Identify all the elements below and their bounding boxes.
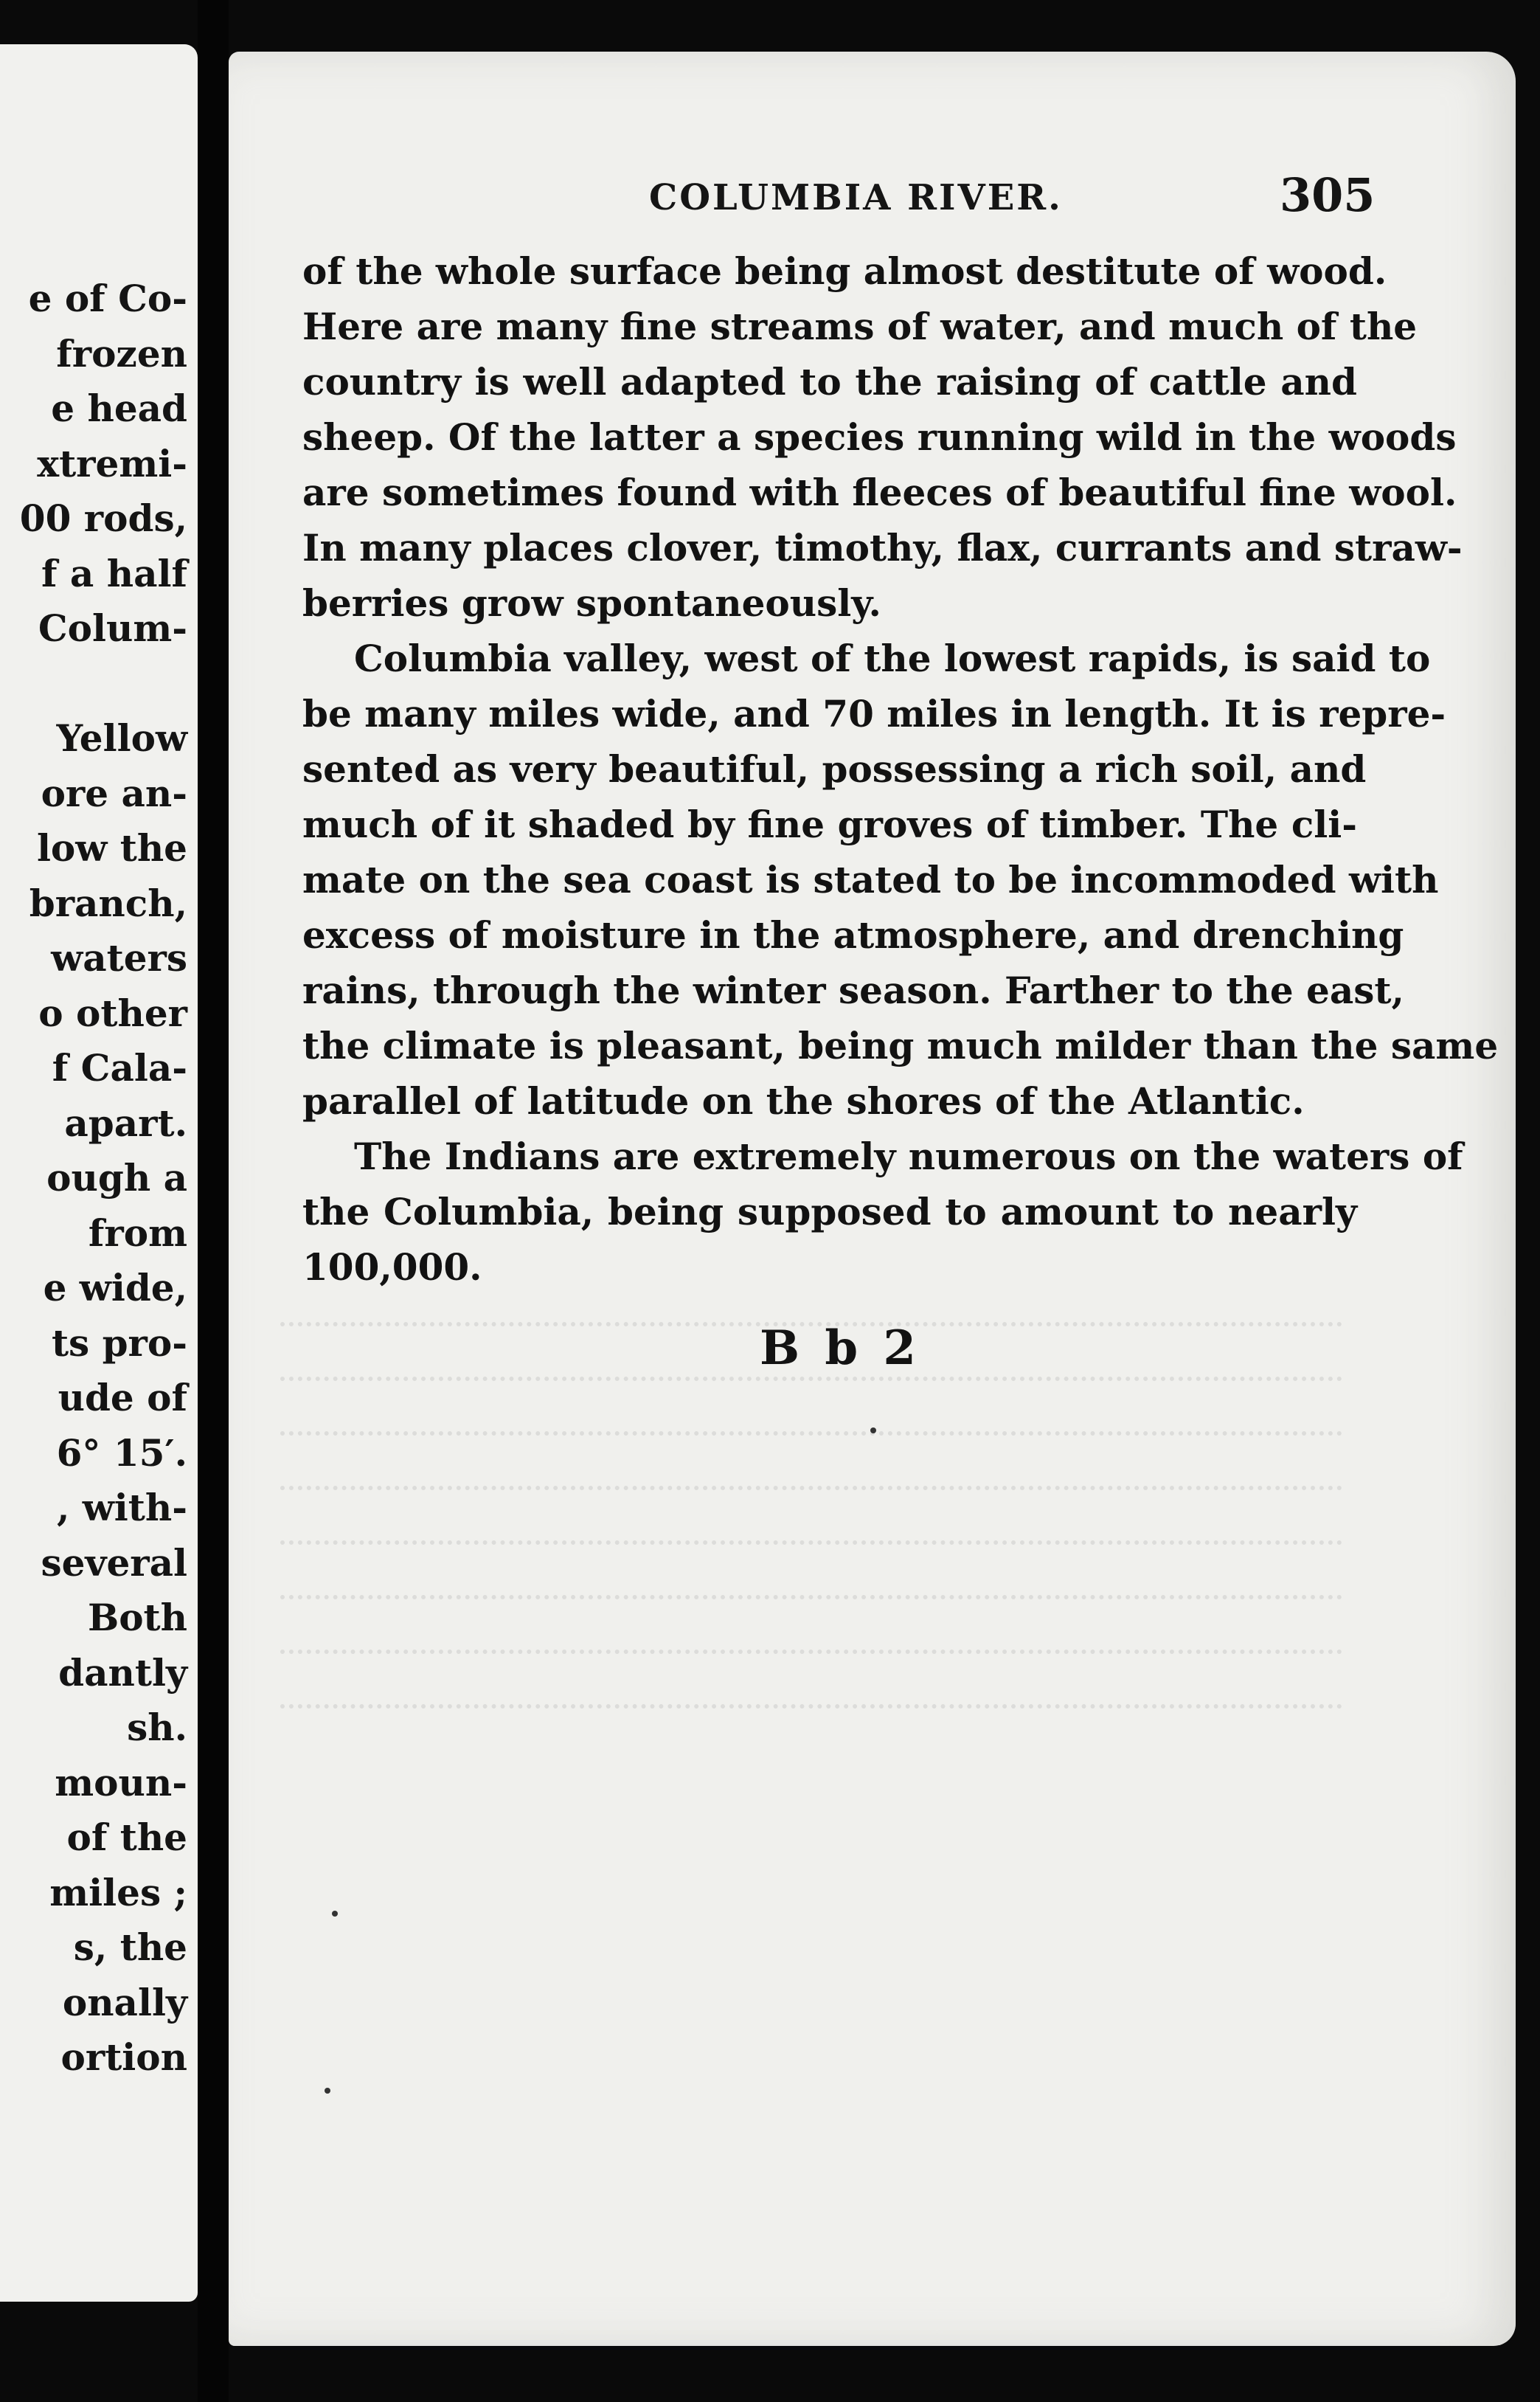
paragraph-3 [302,1129,1463,1295]
ink-speck [325,2088,330,2094]
facing-page-line: waters [51,936,187,980]
ink-speck [870,1427,876,1433]
text-line: of the whole surface being almost destitute of wood. [302,249,1387,293]
text-line: berries grow spontaneously. [302,581,881,625]
running-head: COLUMBIA RIVER. [649,177,1063,218]
facing-page-line: e of Co- [28,277,187,320]
text-line: sented as very beautiful, possessing a rich soil, and [302,747,1367,791]
text-line: excess of moisture in the atmosphere, and drenching [302,913,1404,957]
facing-page-line: , with- [56,1486,187,1529]
text-line: the climate is pleasant, being much milder than the same [302,1024,1499,1067]
facing-page-line: Colum- [38,606,187,650]
paragraph-2 [302,631,1499,1129]
facing-page-line: ore an- [41,771,187,815]
facing-page-line: ortion [60,2035,187,2079]
facing-page-line: xtremi- [37,441,187,485]
facing-page-line: sh. [127,1706,187,1749]
text-line: be many miles wide, and 70 miles in length. It is repre- [302,692,1446,736]
facing-page-line: e wide, [43,1266,187,1309]
text-line: much of it shaded by fine groves of timber. The cli- [302,803,1357,846]
text-line: Columbia valley, west of the lowest rapids, is said to [354,637,1431,680]
facing-page-line: several [41,1540,187,1585]
facing-page-line: f a half [41,551,187,595]
facing-page-line: low the [36,826,187,870]
facing-page-line: frozen [56,331,187,375]
text-line: sheep. Of the latter a species running wild in the woods [302,415,1457,459]
facing-page-line: from [88,1211,187,1255]
text-line: country is well adapted to the raising of cattle and [302,360,1357,404]
text-line: the Columbia, being supposed to amount to nearly [302,1190,1357,1233]
facing-page-line: o other [38,991,187,1035]
facing-page-line: dantly [58,1650,187,1695]
facing-page-line: Both [87,1596,187,1639]
facing-page-line: apart. [64,1101,187,1145]
facing-page-line: onally [62,1980,187,2024]
paragraph-1 [302,243,1463,631]
text-line: rains, through the winter season. Farther to the east, [302,969,1404,1012]
page-number: 305 [1280,168,1376,222]
facing-page-line: e head [51,387,187,430]
facing-page-line: 6° 15′. [56,1430,187,1475]
facing-page-line: 00 rods, [19,496,187,540]
facing-page-line: Yellow [56,716,187,760]
facing-page-line: s, the [73,1925,187,1969]
facing-page-line: miles ; [49,1870,187,1914]
facing-page [0,44,198,2302]
text-line: In many places clover, timothy, flax, currants and straw- [302,526,1463,570]
text-line: mate on the sea coast is stated to be incommoded with [302,858,1439,901]
facing-page-line: f Cala- [52,1046,187,1090]
facing-page-line: of the [66,1816,187,1859]
facing-page-line: ts pro- [51,1321,187,1365]
signature-mark: B b 2 [760,1321,920,1376]
facing-page-line: ude of [58,1376,187,1419]
facing-page-line: ough a [46,1156,187,1200]
ink-speck [332,1911,338,1917]
text-line: are sometimes found with fleeces of beautiful fine wool. [302,471,1457,514]
book-gutter [198,0,229,2402]
text-line: 100,000. [302,1245,482,1289]
text-line: The Indians are extremely numerous on the waters of [354,1135,1463,1178]
text-line: Here are many fine streams of water, and much of the [302,305,1418,348]
show-through-text [280,1276,1342,1719]
facing-page-line: moun- [55,1760,187,1804]
facing-page-line: branch, [29,881,187,925]
text-line: parallel of latitude on the shores of the Atlantic. [302,1079,1305,1123]
page-body [302,243,1499,1295]
